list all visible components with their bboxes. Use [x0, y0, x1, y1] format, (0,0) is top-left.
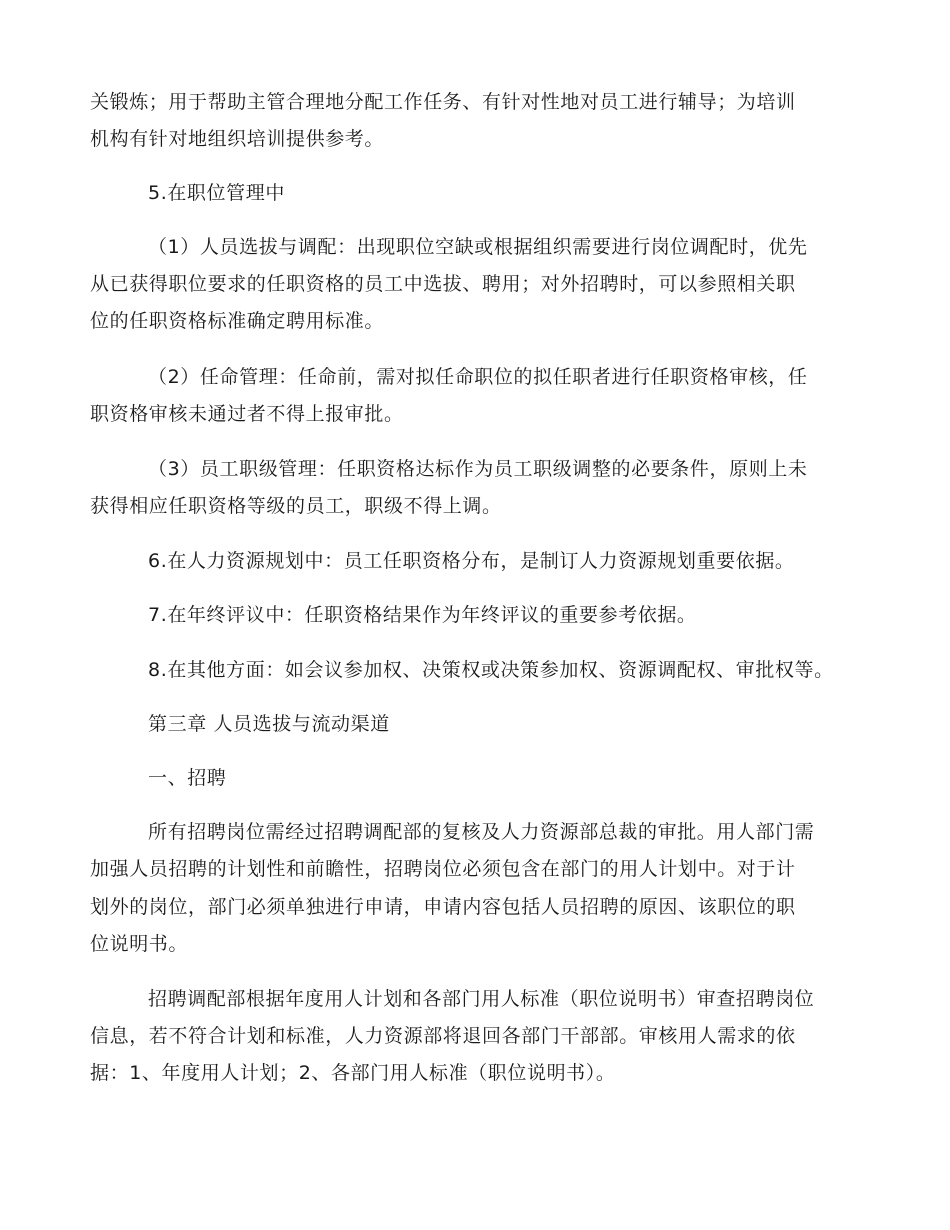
paragraph-line: （3）员工职级管理：任职资格达标作为员工职级调整的必要条件，原则上未 — [148, 458, 808, 480]
section-heading: 6.在人力资源规划中：员工任职资格分布，是制订人力资源规划重要依据。 — [148, 550, 795, 572]
paragraph-line: 职资格审核未通过者不得上报审批。 — [90, 403, 404, 425]
paragraph-line: 划外的岗位，部门必须单独进行申请，申请内容包括人员招聘的原因、该职位的职 — [90, 896, 796, 918]
paragraph-line: 机构有针对地组织培训提供参考。 — [90, 128, 385, 150]
section-heading: 5.在职位管理中 — [148, 182, 285, 204]
paragraph-line: 获得相应任职资格等级的员工，职级不得上调。 — [90, 495, 502, 517]
section-heading: 7.在年终评议中：任职资格结果作为年终评议的重要参考依据。 — [148, 604, 697, 626]
paragraph-line: 从已获得职位要求的任职资格的员工中选拔、聘用；对外招聘时，可以参照相关职 — [90, 273, 796, 295]
paragraph-line: 招聘调配部根据年度用人计划和各部门用人标准（职位说明书）审查招聘岗位 — [148, 988, 815, 1010]
paragraph-line: 加强人员招聘的计划性和前瞻性，招聘岗位必须包含在部门的用人计划中。对于计 — [90, 858, 796, 880]
paragraph-line: （2）任命管理：任命前，需对拟任命职位的拟任职者进行任职资格审核，任 — [148, 366, 808, 388]
paragraph-line: 据：1、年度用人计划；2、各部门用人标准（职位说明书）。 — [90, 1062, 616, 1084]
section-heading: 8.在其他方面：如会议参加权、决策权或决策参加权、资源调配权、审批权等。 — [148, 659, 834, 681]
paragraph-line: 位说明书。 — [90, 933, 189, 955]
paragraph-line: 关锻炼；用于帮助主管合理地分配工作任务、有针对性地对员工进行辅导；为培训 — [90, 91, 796, 113]
paragraph-line: 所有招聘岗位需经过招聘调配部的复核及人力资源部总裁的审批。用人部门需 — [148, 821, 815, 843]
chapter-heading: 第三章 人员选拔与流动渠道 — [148, 713, 390, 735]
subsection-heading: 一、招聘 — [148, 767, 227, 789]
paragraph-line: （1）人员选拔与调配：出现职位空缺或根据组织需要进行岗位调配时，优先 — [148, 236, 808, 258]
paragraph-line: 位的任职资格标准确定聘用标准。 — [90, 310, 385, 332]
paragraph-line: 信息，若不符合计划和标准，人力资源部将退回各部门干部部。审核用人需求的依 — [90, 1025, 796, 1047]
